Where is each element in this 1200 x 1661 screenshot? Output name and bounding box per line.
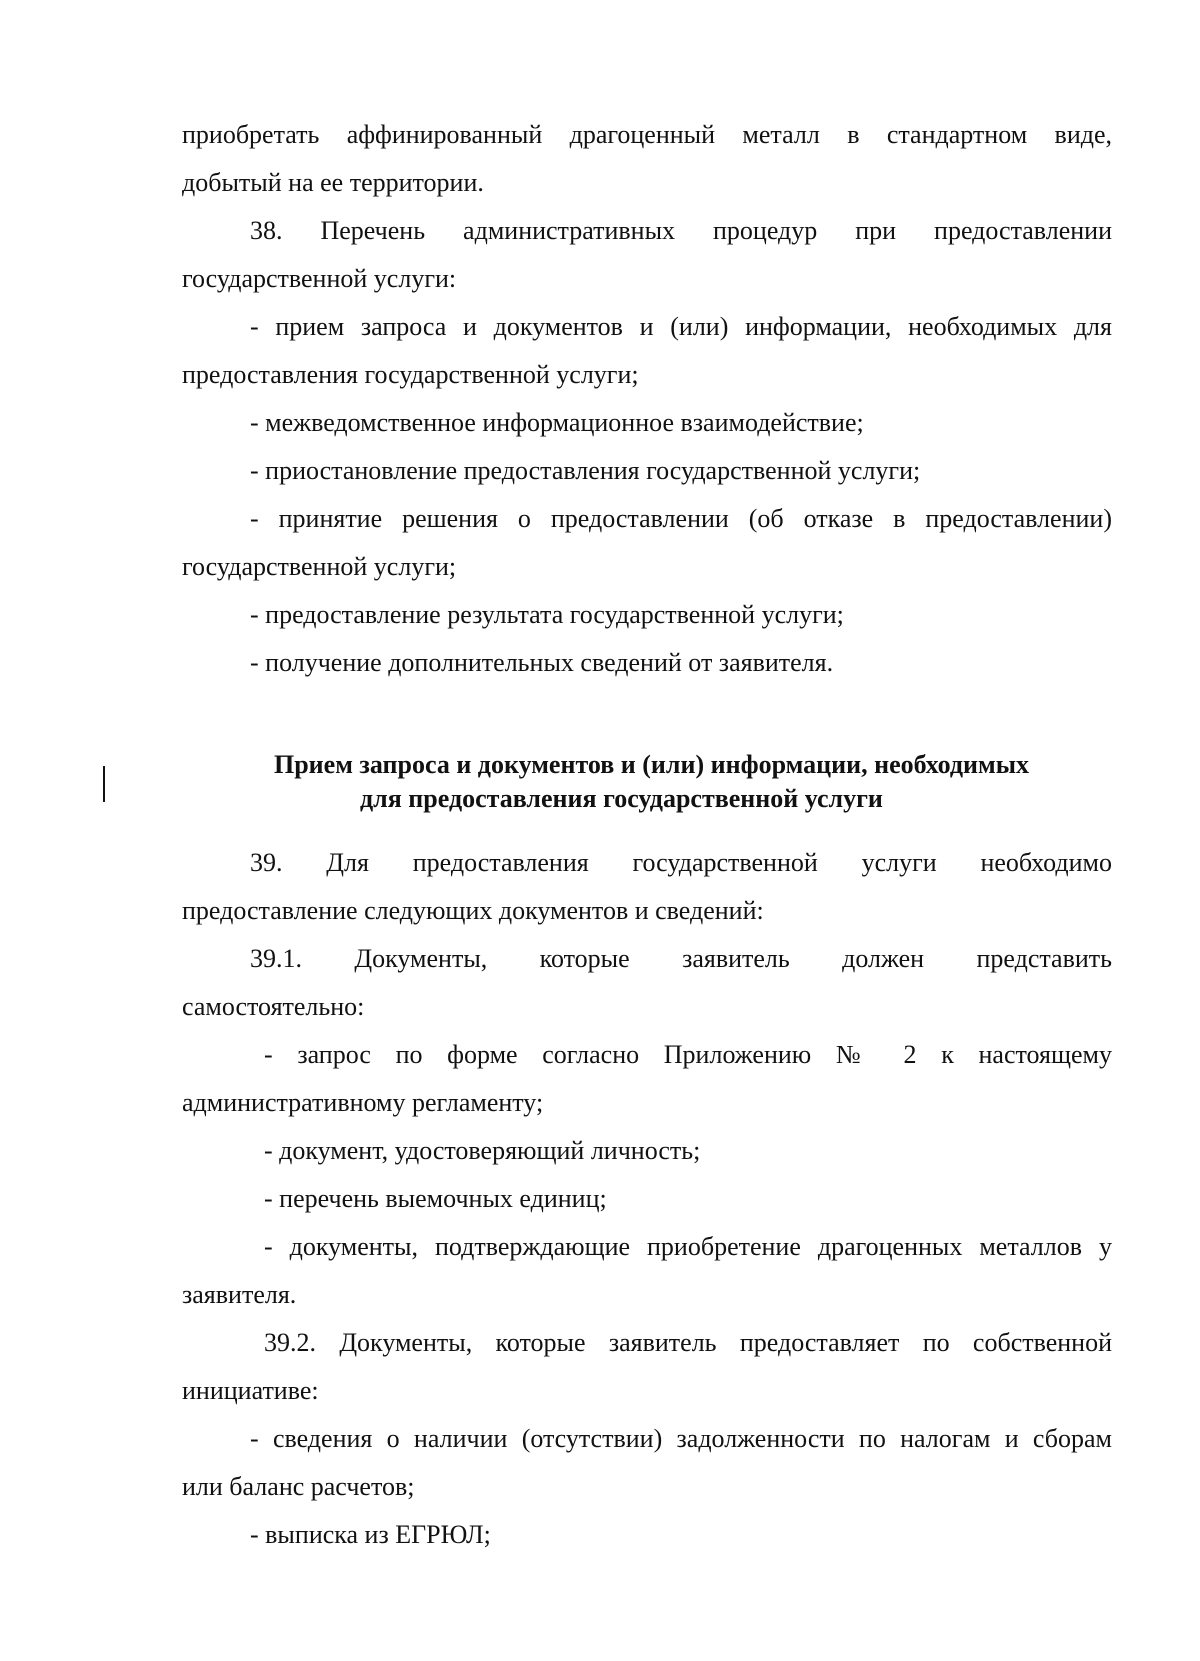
clause-38-line: 38. Перечень административных процедур при предоставлении (250, 216, 1112, 245)
list-item-continuation: государственной услуги; (182, 552, 457, 581)
list-item: - документы, подтверждающие приобретение драгоценных металлов у (264, 1232, 1112, 1261)
list-item: - прием запроса и документов и (или) информации, необходимых для (250, 312, 1112, 341)
list-item: - приостановление предоставления государственной услуги; (250, 456, 921, 485)
clause-38-line: государственной услуги: (182, 264, 457, 293)
list-item-continuation: или баланс расчетов; (182, 1472, 415, 1501)
margin-mark (103, 766, 105, 802)
list-item-continuation: заявителя. (182, 1280, 297, 1309)
clause-39-line: предоставление следующих документов и сведений: (182, 896, 764, 925)
clause-39-2-line: 39.2. Документы, которые заявитель предоставляет по собственной (264, 1328, 1112, 1357)
list-item: - выписка из ЕГРЮЛ; (250, 1520, 491, 1549)
list-item: - перечень выемочных единиц; (264, 1184, 607, 1213)
paragraph-line: приобретать аффинированный драгоценный металл в стандартном виде, (182, 120, 1112, 149)
list-item-continuation: предоставления государственной услуги; (182, 360, 639, 389)
list-item: - документ, удостоверяющий личность; (264, 1136, 701, 1165)
list-item: - запрос по форме согласно Приложению № 2 к настоящему (264, 1040, 1112, 1069)
list-item: - предоставление результата государственной услуги; (250, 600, 844, 629)
list-item: - сведения о наличии (отсутствии) задолженности по налогам и сборам (250, 1424, 1112, 1453)
list-item-continuation: административному регламенту; (182, 1088, 544, 1117)
list-item: - принятие решения о предоставлении (об отказе в предоставлении) (250, 504, 1112, 533)
section-heading-line: для предоставления государственной услуги (360, 784, 883, 813)
clause-39-1-line: самостоятельно: (182, 992, 365, 1021)
paragraph-line: добытый на ее территории. (182, 168, 484, 197)
clause-39-1-line: 39.1. Документы, которые заявитель должен представить (250, 944, 1112, 973)
section-heading-line: Прием запроса и документов и (или) информации, необходимых (274, 750, 1030, 779)
list-item: - межведомственное информационное взаимодействие; (250, 408, 864, 437)
list-item: - получение дополнительных сведений от заявителя. (250, 648, 834, 677)
clause-39-line: 39. Для предоставления государственной услуги необходимо (250, 848, 1112, 877)
clause-39-2-line: инициативе: (182, 1376, 319, 1405)
